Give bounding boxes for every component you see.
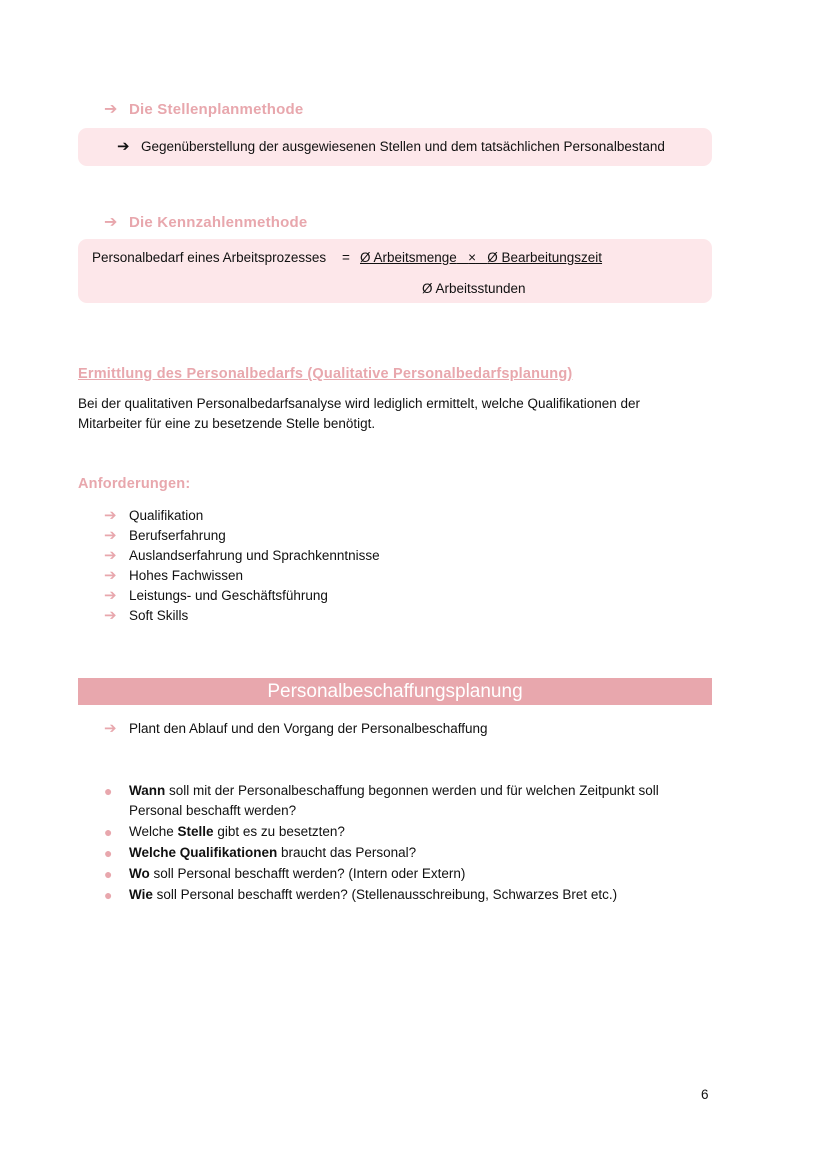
qualitative-line-2: Mitarbeiter für eine zu besetzende Stelle benötigt. bbox=[78, 416, 376, 431]
beschaffung-intro bbox=[104, 719, 488, 739]
formula-denominator: Ø Arbeitsstunden bbox=[422, 281, 526, 296]
list-item bbox=[104, 506, 203, 526]
bold-term: Stelle bbox=[177, 824, 214, 839]
list-item bbox=[104, 606, 188, 626]
bullet-text: soll Personal beschafft werden? (Stellenausschreibung, Schwarzes Bret etc.) bbox=[152, 887, 618, 902]
bullet-icon: ● bbox=[104, 845, 113, 861]
stellenplan-box-line bbox=[117, 137, 665, 157]
bullet-icon: ● bbox=[104, 887, 113, 903]
kennzahlen-heading-text: Die Kennzahlenmethode bbox=[129, 214, 308, 231]
formula-box bbox=[78, 239, 712, 303]
list-item-text: Hohes Fachwissen bbox=[129, 568, 244, 583]
qualitative-heading: Ermittlung des Personalbedarfs (Qualitative Personalbedarfsplanung) bbox=[78, 366, 573, 382]
list-item bbox=[104, 566, 243, 586]
bullet-line bbox=[129, 845, 416, 860]
bullet-line bbox=[129, 783, 659, 798]
page-number: 6 bbox=[701, 1087, 709, 1102]
anforderungen-heading: Anforderungen: bbox=[78, 476, 191, 492]
arrow-right-icon: ➔ bbox=[104, 720, 117, 737]
formula-times: × bbox=[468, 250, 476, 265]
section-banner: Personalbeschaffungsplanung bbox=[78, 678, 712, 705]
list-item-text: Qualifikation bbox=[129, 508, 204, 523]
bold-term: Welche Qualifikationen bbox=[129, 845, 278, 860]
list-item-text: Leistungs- und Geschäftsführung bbox=[129, 588, 328, 603]
qualitative-line-1: Bei der qualitativen Personalbedarfsanalyse wird lediglich ermittelt, welche Qualifikationen der bbox=[78, 396, 641, 411]
bold-term: Wann bbox=[129, 783, 166, 798]
bullet-text: soll mit der Personalbeschaffung begonnen werden und für welchen Zeitpunkt soll bbox=[165, 783, 659, 798]
arrow-right-icon: ➔ bbox=[104, 587, 117, 604]
bullet-line bbox=[129, 824, 345, 839]
arrow-right-icon: ➔ bbox=[117, 138, 130, 155]
beschaffung-intro-text: Plant den Ablauf und den Vorgang der Personalbeschaffung bbox=[129, 721, 488, 736]
stellenplan-box-text: Gegenüberstellung der ausgewiesenen Stellen und dem tatsächlichen Personalbestand bbox=[141, 139, 665, 154]
bullet-icon: ● bbox=[104, 783, 113, 799]
stellenplan-heading bbox=[104, 99, 303, 121]
bullet-line-continuation: Personal beschafft werden? bbox=[129, 803, 297, 818]
formula-term1: Ø Arbeitsmenge bbox=[360, 250, 457, 265]
list-item-text: Berufserfahrung bbox=[129, 528, 226, 543]
bold-term: Wie bbox=[129, 887, 153, 902]
kennzahlen-heading bbox=[104, 212, 307, 234]
bullet-text: Welche bbox=[129, 824, 178, 839]
arrow-right-icon: ➔ bbox=[104, 101, 118, 118]
bullet-text: soll Personal beschafft werden? (Intern oder Extern) bbox=[149, 866, 466, 881]
arrow-right-icon: ➔ bbox=[104, 214, 118, 231]
bullet-line bbox=[129, 866, 465, 881]
bullet-icon: ● bbox=[104, 824, 113, 840]
arrow-right-icon: ➔ bbox=[104, 607, 117, 624]
list-item bbox=[104, 526, 226, 546]
formula-equals: = bbox=[342, 250, 350, 265]
list-item bbox=[104, 586, 328, 606]
arrow-right-icon: ➔ bbox=[104, 567, 117, 584]
bullet-text: braucht das Personal? bbox=[277, 845, 417, 860]
bullet-line bbox=[129, 887, 617, 902]
list-item bbox=[104, 546, 380, 566]
formula-numerator bbox=[360, 248, 602, 268]
list-item-text: Soft Skills bbox=[129, 608, 189, 623]
formula-term2: Ø Bearbeitungszeit bbox=[487, 250, 603, 265]
arrow-right-icon: ➔ bbox=[104, 547, 117, 564]
formula-label: Personalbedarf eines Arbeitsprozesses bbox=[92, 250, 327, 265]
arrow-right-icon: ➔ bbox=[104, 507, 117, 524]
stellenplan-heading-text: Die Stellenplanmethode bbox=[129, 101, 304, 118]
stellenplan-box bbox=[78, 128, 712, 166]
bullet-text: gibt es zu besetzten? bbox=[213, 824, 345, 839]
bold-term: Wo bbox=[129, 866, 150, 881]
list-item-text: Auslandserfahrung und Sprachkenntnisse bbox=[129, 548, 380, 563]
arrow-right-icon: ➔ bbox=[104, 527, 117, 544]
bullet-icon: ● bbox=[104, 866, 113, 882]
